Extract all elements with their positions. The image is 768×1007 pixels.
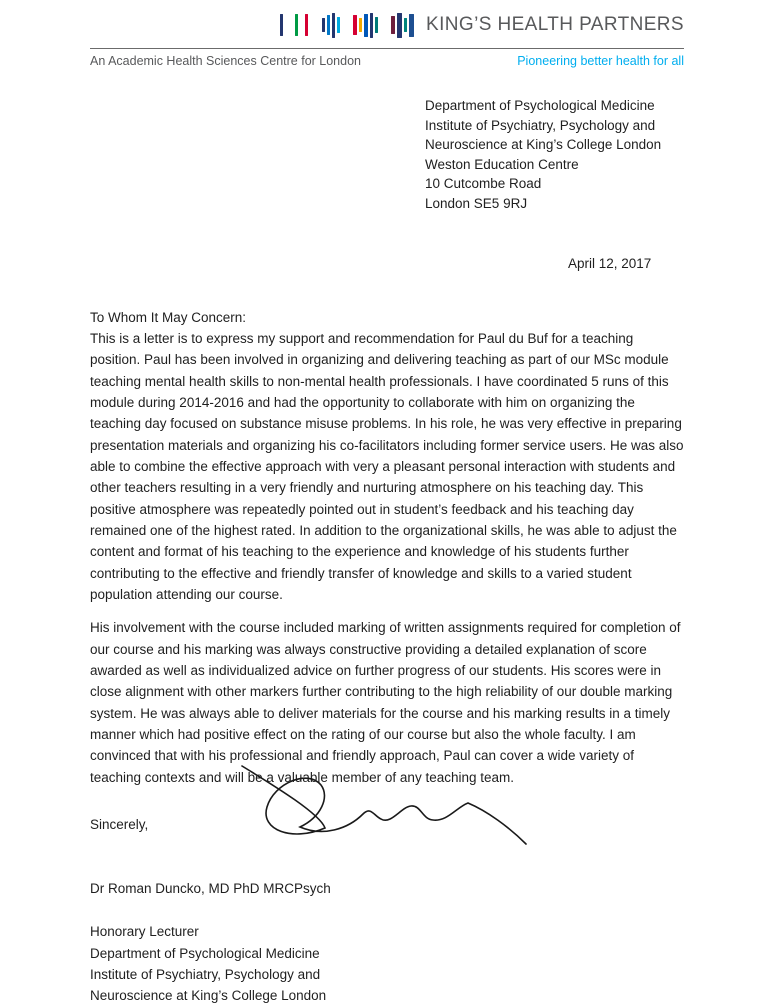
address-line: Weston Education Centre [425,156,579,172]
address-line: Department of Psychological Medicine [425,98,655,113]
signer-name: Dr Roman Duncko, MD PhD MRCPsych [90,880,331,896]
letter-date: April 12, 2017 [568,256,652,272]
header-logo-row [90,8,684,42]
paragraph-1: This is a letter is to express my support and recommendation for Paul du Buf for a teaching position. Paul has been involved in organizing and delivering teaching as part of our MSc module teaching mental health skills to non-mental health professionals. I have coordinated 5 runs of this module during 2014-2016 and had the opportunity to collaborate with him on organizing the teaching day focused on substance misuse problems. In his role, he was very effective in preparing presentation materials and organizing his co-facilitators including former service users. He was also able to combine the effective approach with very a pleasant personal interaction with students and other teachers resulting in a very friendly and nurturing atmosphere on his teaching day. This positive atmosphere was repeatedly pointed out in student’s feedback and his teaching day remained one of the highest rated. In addition to the organizational skills, he was able to adjust the content and format of his teaching to the experience and knowledge of his students further contributing to the effective and friendly transfer of knowledge and skills to a varied student population attending our course. [90,331,684,602]
signer-org-line: Department of Psychological Medicine [90,945,320,961]
khp-logo-wordmark: KING’S HEALTH PARTNERS [426,14,684,35]
closing-row [90,814,684,836]
header-divider [90,48,684,49]
signer-org-line: Institute of Psychiatry, Psychology and [90,966,321,982]
letter-body [90,96,684,1007]
address-line: Neuroscience at King’s College London [425,137,662,153]
signer-org-line: Neuroscience at King’s College London [90,988,327,1004]
paragraph-2: His involvement with the course included marking of written assignments required for completion of our course and his marking was always constructive providing a detailed explanation of score awarded as well as individualized advice on further progress of our students. His scores were in close alignment with other markers further contributing to the high reliability of our double marking system. He was always able to deliver materials for the course and his marking results in a timely manner which had positive effect on the rating of our course but also the whole faculty. I am convinced that with his professional and friendly approach, Paul can cover a wide variety of teaching contexts and will be a valuable member of any teaching team. [90,620,681,785]
tagline-right: Pioneering better health for all [517,54,684,68]
signer-title: Honorary Lecturer [90,924,199,940]
salutation: To Whom It May Concern: [90,309,247,325]
closing-word: Sincerely, [90,816,149,832]
address-line: Institute of Psychiatry, Psychology and [425,117,656,133]
signer-block [90,921,684,1006]
address-line: London SE5 9RJ [425,195,528,211]
khp-logo-bars-icon [280,11,414,39]
sender-address-block [425,96,684,213]
header-tagline-row [90,54,684,68]
tagline-left: An Academic Health Sciences Centre for London [90,54,361,68]
address-line: 10 Cutcombe Road [425,176,542,192]
